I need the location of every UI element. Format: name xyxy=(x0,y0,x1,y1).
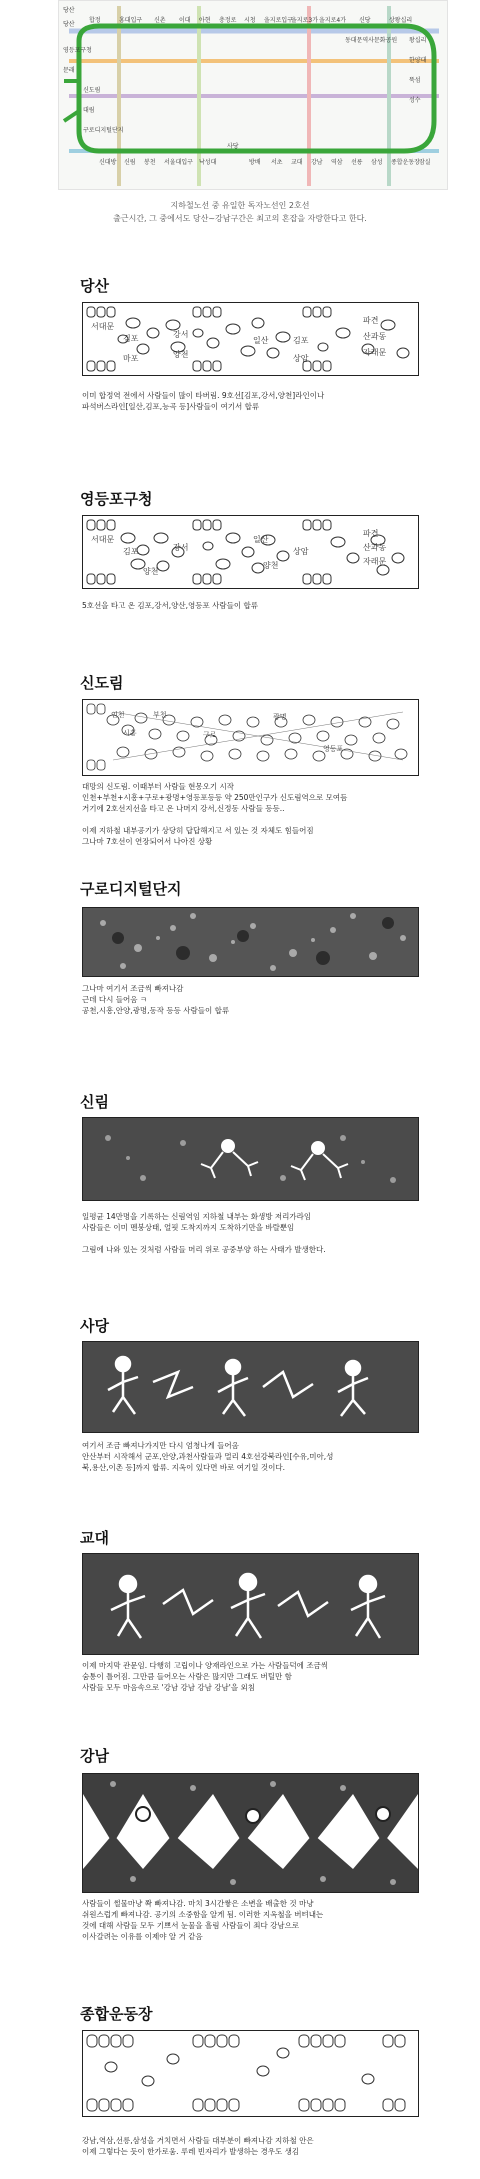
section-title: 당산 xyxy=(80,277,109,295)
car-label: 시흥 xyxy=(123,729,137,737)
section-description: 이제 마지막 관문임. 다행히 고립이나 양재라인으로 가는 사람들덕에 조금씩 숨통이 틀어짐. 그만큼 들어오는 사람은 많지만 그래도 버틸만 함 사람들 모두 마음속으로 '강남 강남 강남 강남'을 외침 xyxy=(82,1661,329,1692)
map-label: 신도림 xyxy=(83,87,101,94)
car-label: 서대문 xyxy=(91,322,115,331)
map-label: 교대 xyxy=(291,159,303,166)
subway-car-drawing xyxy=(82,1117,419,1201)
map-label: 신대방 xyxy=(99,159,117,166)
car-label: 자래문 xyxy=(363,557,387,566)
car-label: 산과동 xyxy=(363,543,387,552)
section-description: 그나마 여기서 조금씩 빠져나감 근데 다시 들어옴 ㅋ 공천,시흥,안양,광명,동작 등등 사람들이 합류 xyxy=(82,984,230,1015)
car-label: 강서 xyxy=(173,330,189,339)
car-interior xyxy=(83,2031,418,2116)
map-label: 한양대 xyxy=(409,57,427,64)
map-label: 낙성대 xyxy=(199,159,217,166)
map-label: 상왕십리 xyxy=(389,17,413,24)
car-label: 일산 xyxy=(253,336,269,345)
section-description: 대망의 신도림. 이때부터 사람들 현몽오기 시작 인천+부천+시흥+구로+광명+영등포등등 약 250만인구가 신도림역으로 모여듬 거기에 2호선지선을 타고 온 나머지 강서,신정동 사람들 등등.. 이제 지하철 내부공기가 상당히 답답해지고 서 있는 것 자체도 힘들어짐 그나마 7호선이 연장되어서 나아진 상황 xyxy=(82,782,348,846)
map-label: 동대문역사문화공원 xyxy=(345,37,398,44)
car-label: 파견 xyxy=(363,316,379,325)
subway-car-drawing xyxy=(82,2030,419,2117)
map-label: 홍대입구 xyxy=(119,17,143,24)
car-label: 부천 xyxy=(153,711,167,719)
subway-car-drawing xyxy=(82,1341,419,1433)
section-description: 여기서 조금 빠져나가지만 다시 엄청나게 들어옴 안산부터 시작해서 군포,안양,과천사람들과 멀리 4호선강북라인[수유,미아,성 북,용산,이촌 등]까지 합류. 지옥이 있다면 바로 여기일 것이다. xyxy=(82,1441,334,1472)
subway-car-drawing xyxy=(82,699,419,776)
map-label: 이대 xyxy=(179,17,191,24)
map-label: 신당 xyxy=(359,17,371,24)
section-title: 종합운동장 xyxy=(80,2005,153,2023)
car-label: 양천 xyxy=(143,567,159,576)
map-label: 역삼 xyxy=(331,159,343,166)
map-label: 왕십리 xyxy=(409,37,427,44)
map-label: 성수 xyxy=(409,97,421,104)
subway-car-drawing xyxy=(82,515,419,589)
car-label: 산과동 xyxy=(363,332,387,341)
map-label: 선릉 xyxy=(351,159,363,166)
map-caption-line2: 출근시간, 그 중에서도 당산~강남구간은 최고의 혼잡을 자랑한다고 한다. xyxy=(113,214,367,223)
crowd-scribble xyxy=(83,1774,418,1892)
map-label: 시청 xyxy=(244,17,256,24)
map-caption-line1: 지하철노선 중 유일한 독자노선인 2호선 xyxy=(170,201,310,210)
map-label: 합정 xyxy=(89,17,101,24)
section-title: 구로디지털단지 xyxy=(80,880,182,898)
map-label: 충정로 xyxy=(219,17,237,24)
map-label: 아현 xyxy=(199,17,211,24)
car-label: 양천 xyxy=(173,350,189,359)
car-label: 일산 xyxy=(253,535,269,544)
car-label: 영등포 xyxy=(323,745,344,753)
car-label: 구로 xyxy=(203,731,217,739)
map-label: 잠실 xyxy=(419,159,431,166)
map-label: 삼성 xyxy=(371,159,383,166)
map-label: 종합운동장 xyxy=(391,159,420,166)
car-label: 강서 xyxy=(173,543,189,552)
subway-car-drawing xyxy=(82,907,419,977)
map-label: 신림 xyxy=(124,159,136,166)
map-label: 을지로입구 xyxy=(264,17,293,24)
map-label: 서초 xyxy=(271,159,283,166)
car-label: 파견 xyxy=(363,529,379,538)
section-description: 사람들이 썰물마냥 쫙 빠져나감. 마치 3시간쌓은 소변을 배출한 것 마냥 쉬원스럽게 빠져나감. 공기의 소중함을 알게 됨. 이러한 지옥철을 버텨내는 것에 대해 사람들 모두 기쁘서 눈물을 흘림 사람들이 죄다 강남으로 이사갈려는 이유를 이제야 알 거 같음 xyxy=(82,1899,324,1941)
car-label: 광명 xyxy=(273,713,287,721)
car-label: 양천 xyxy=(263,561,279,570)
map-label: 뚝섬 xyxy=(409,77,421,84)
crowd-scribble xyxy=(83,1554,418,1654)
map-label: 방배 xyxy=(249,159,261,166)
section-title: 신도림 xyxy=(80,674,124,692)
car-label: 자래문 xyxy=(363,348,387,357)
section-description: 강남,역삼,선릉,삼성을 거치면서 사람들 대부분이 빠져나감 지하철 안은 이제 그렇다는 듯이 한가로움. 루레 빈자리가 발생하는 경우도 생김 xyxy=(82,2136,314,2156)
map-label: 대림 xyxy=(83,107,95,114)
map-label: 을지로3가 xyxy=(291,17,319,24)
map-label: 당산 xyxy=(63,7,75,14)
map-label: 문래 xyxy=(63,67,75,74)
car-label: 김포 xyxy=(123,334,139,343)
car-label: 김포 xyxy=(123,547,139,556)
section-description: 이미 합정역 전에서 사람들이 많이 타버림. 9호선[김포,강서,양천]라인이나 파석버스라인[일산,김포,능곡 등]사람들이 여기서 합류 xyxy=(82,391,325,411)
car-label: 상암 xyxy=(293,547,309,556)
crowd-scribble xyxy=(83,1342,418,1432)
map-label: 사당 xyxy=(227,143,239,150)
car-label: 마포 xyxy=(123,354,139,363)
car-label: 인천 xyxy=(111,711,125,719)
subway-car-drawing xyxy=(82,1553,419,1655)
map-label: 봉천 xyxy=(144,159,156,166)
section-title: 사당 xyxy=(80,1317,109,1335)
section-title: 영등포구청 xyxy=(80,490,153,508)
car-label: 상암 xyxy=(293,354,309,363)
map-label: 을지로4가 xyxy=(319,17,347,24)
map-label: 당산 xyxy=(63,21,75,28)
map-label: 신촌 xyxy=(154,17,166,24)
section-title: 교대 xyxy=(80,1529,109,1547)
map-label: 서울대입구 xyxy=(164,159,193,166)
section-title: 신림 xyxy=(80,1093,109,1111)
section-description: 5호선을 타고 온 김포,강서,양산,영등포 사람들이 합류 xyxy=(82,601,258,610)
map-label: 구로디지털단지 xyxy=(83,127,124,134)
crowd-scribble xyxy=(83,1118,418,1200)
crowd-scribble xyxy=(83,908,418,976)
subway-car-drawing xyxy=(82,1773,419,1893)
section-description: 일평균 14만명을 기록하는 신림역임 지하철 내부는 화생방 저리가라임 사람들은 이미 멘붕상태, 얼핏 도착지까지 도착하기만을 바랄뿐임 그림에 나와 있는 것처럼 사람들 머리 위로 공중부양 하는 사태가 발생한다. xyxy=(82,1212,326,1254)
subway-map xyxy=(58,0,448,190)
map-label: 강남 xyxy=(311,159,323,166)
car-label: 서대문 xyxy=(91,535,115,544)
section-title: 강남 xyxy=(80,1747,109,1765)
subway-car-drawing xyxy=(82,302,419,376)
car-label: 김포 xyxy=(293,336,309,345)
map-label: 영등포구청 xyxy=(63,47,92,54)
